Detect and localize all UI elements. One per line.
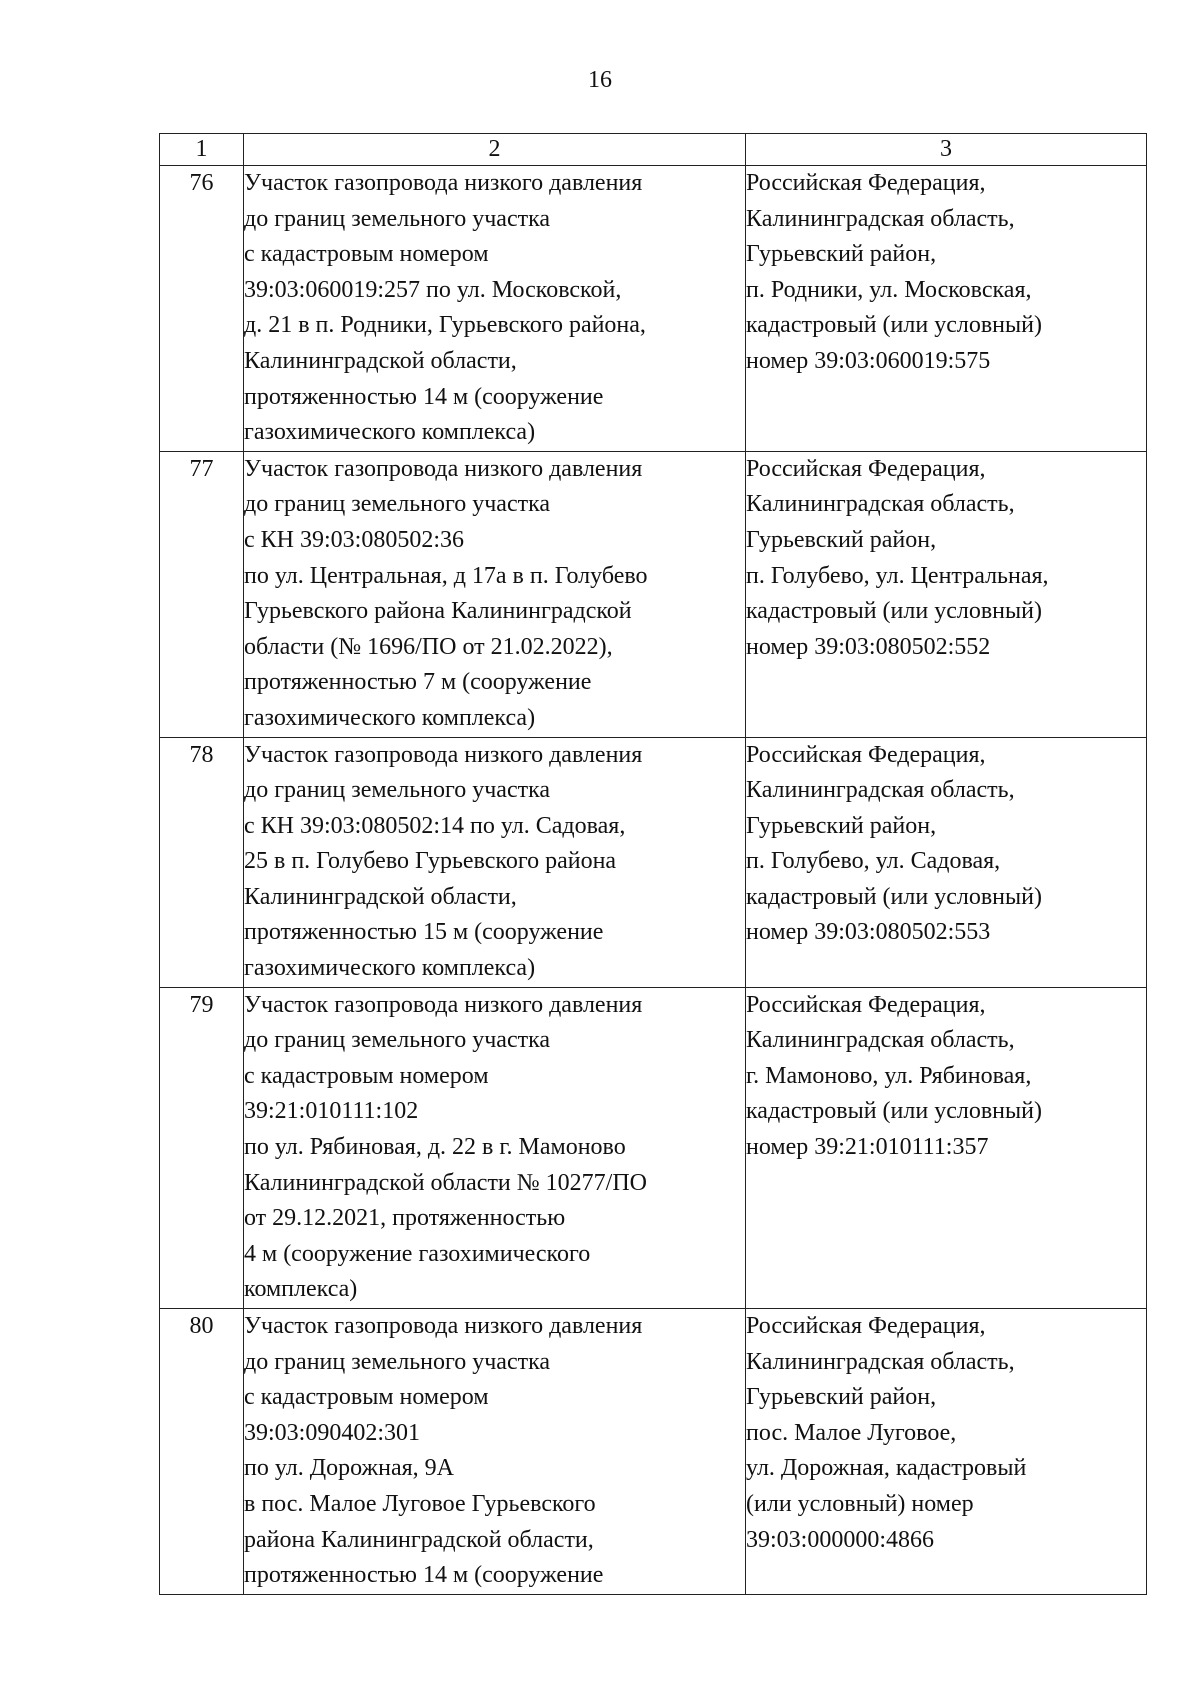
description-line: газохимического комплекса) [244,955,536,982]
header-row [160,134,1147,166]
table-row [160,451,1147,737]
address-line: Калининградская область, [746,1027,1015,1054]
description-line: до границ земельного участка [244,777,551,804]
table-row [160,166,1147,452]
table-row [160,987,1147,1308]
description-line: Участок газопровода низкого давления [244,991,643,1018]
address-cell [746,1309,1147,1595]
description-line: с кадастровым номером [244,241,489,268]
address-line: номер 39:21:010111:357 [746,1134,989,1161]
description-line: Калининградской области, [244,883,517,910]
address-line: (или условный) номер [746,1490,974,1517]
address-line: номер 39:03:060019:575 [746,347,991,374]
address-line: кадастровый (или условный) [746,312,1042,339]
description-line: с КН 39:03:080502:14 по ул. Садовая, [244,812,626,839]
description-line: района Калининградской области, [244,1526,594,1553]
column-header-address: 3 [746,134,1147,166]
address-line: Российская Федерация, [746,455,986,482]
address-line: Российская Федерация, [746,991,986,1018]
description-line: протяженностью 14 м (сооружение [244,1562,604,1589]
description-line: 39:03:090402:301 [244,1419,421,1446]
description-line: 4 м (сооружение газохимического [244,1240,591,1267]
address-line: Калининградская область, [746,491,1015,518]
description-line: Участок газопровода низкого давления [244,741,643,768]
page-number: 16 [588,67,612,93]
description-line: до границ земельного участка [244,205,551,232]
description-cell [244,166,746,452]
description-line: в пос. Малое Луговое Гурьевского [244,1490,596,1517]
description-line: с кадастровым номером [244,1384,489,1411]
address-line: номер 39:03:080502:553 [746,919,991,946]
row-number-cell: 78 [160,737,244,987]
address-line: Гурьевский район, [746,526,937,553]
address-line: кадастровый (или условный) [746,883,1042,910]
description-line: 39:21:010111:102 [244,1098,419,1125]
description-cell [244,1309,746,1595]
description-line: Калининградской области, [244,347,517,374]
description-cell [244,451,746,737]
address-line: 39:03:000000:4866 [746,1526,935,1553]
description-line: с кадастровым номером [244,1062,489,1089]
description-line: д. 21 в п. Родники, Гурьевского района, [244,312,646,339]
row-number-cell: 79 [160,987,244,1308]
description-line: с КН 39:03:080502:36 [244,526,464,553]
address-line: Российская Федерация, [746,741,986,768]
row-number-cell: 77 [160,451,244,737]
address-cell [746,737,1147,987]
description-line: по ул. Дорожная, 9А [244,1455,454,1482]
address-line: кадастровый (или условный) [746,1098,1042,1125]
description-line: по ул. Центральная, д 17а в п. Голубево [244,562,648,589]
row-number-cell: 80 [160,1309,244,1595]
address-cell [746,166,1147,452]
address-line: ул. Дорожная, кадастровый [746,1455,1027,1482]
address-line: номер 39:03:080502:552 [746,633,991,660]
table-row [160,1309,1147,1595]
description-line: Гурьевского района Калининградской [244,598,632,625]
column-header-description: 2 [244,134,746,166]
address-line: Гурьевский район, [746,241,937,268]
description-line: области (№ 1696/ПО от 21.02.2022), [244,633,613,660]
description-line: Участок газопровода низкого давления [244,170,643,196]
description-line: 25 в п. Голубево Гурьевского района [244,848,617,875]
description-line: комплекса) [244,1276,358,1303]
table-body [160,166,1147,1595]
description-line: до границ земельного участка [244,1027,551,1054]
address-line: Калининградская область, [746,205,1015,232]
address-line: г. Мамоново, ул. Рябиновая, [746,1062,1032,1089]
description-cell [244,737,746,987]
table-header [160,134,1147,166]
description-cell [244,987,746,1308]
address-line: п. Родники, ул. Московская, [746,276,1032,303]
address-line: п. Голубево, ул. Садовая, [746,848,1001,875]
address-line: Российская Федерация, [746,1313,986,1339]
address-line: Гурьевский район, [746,1384,937,1411]
description-line: от 29.12.2021, протяженностью [244,1205,566,1232]
table-row [160,737,1147,987]
address-cell [746,987,1147,1308]
address-line: Калининградская область, [746,1348,1015,1375]
description-line: до границ земельного участка [244,491,551,518]
address-line: пос. Малое Луговое, [746,1419,957,1446]
registry-table [159,133,1147,1595]
description-line: газохимического комплекса) [244,704,536,731]
address-line: Российская Федерация, [746,170,986,196]
description-line: 39:03:060019:257 по ул. Московской, [244,276,622,303]
address-line: кадастровый (или условный) [746,598,1042,625]
address-line: п. Голубево, ул. Центральная, [746,562,1049,589]
description-line: Участок газопровода низкого давления [244,455,643,482]
description-line: протяженностью 15 м (сооружение [244,919,604,946]
address-line: Калининградская область, [746,777,1015,804]
row-number-cell: 76 [160,166,244,452]
description-line: Участок газопровода низкого давления [244,1313,643,1339]
address-line: Гурьевский район, [746,812,937,839]
address-cell [746,451,1147,737]
description-line: протяженностью 7 м (сооружение [244,669,592,696]
description-line: до границ земельного участка [244,1348,551,1375]
description-line: протяженностью 14 м (сооружение [244,383,604,410]
description-line: газохимического комплекса) [244,419,536,446]
description-line: Калининградской области № 10277/ПО [244,1169,648,1196]
description-line: по ул. Рябиновая, д. 22 в г. Мамоново [244,1134,626,1161]
column-header-number: 1 [160,134,244,166]
